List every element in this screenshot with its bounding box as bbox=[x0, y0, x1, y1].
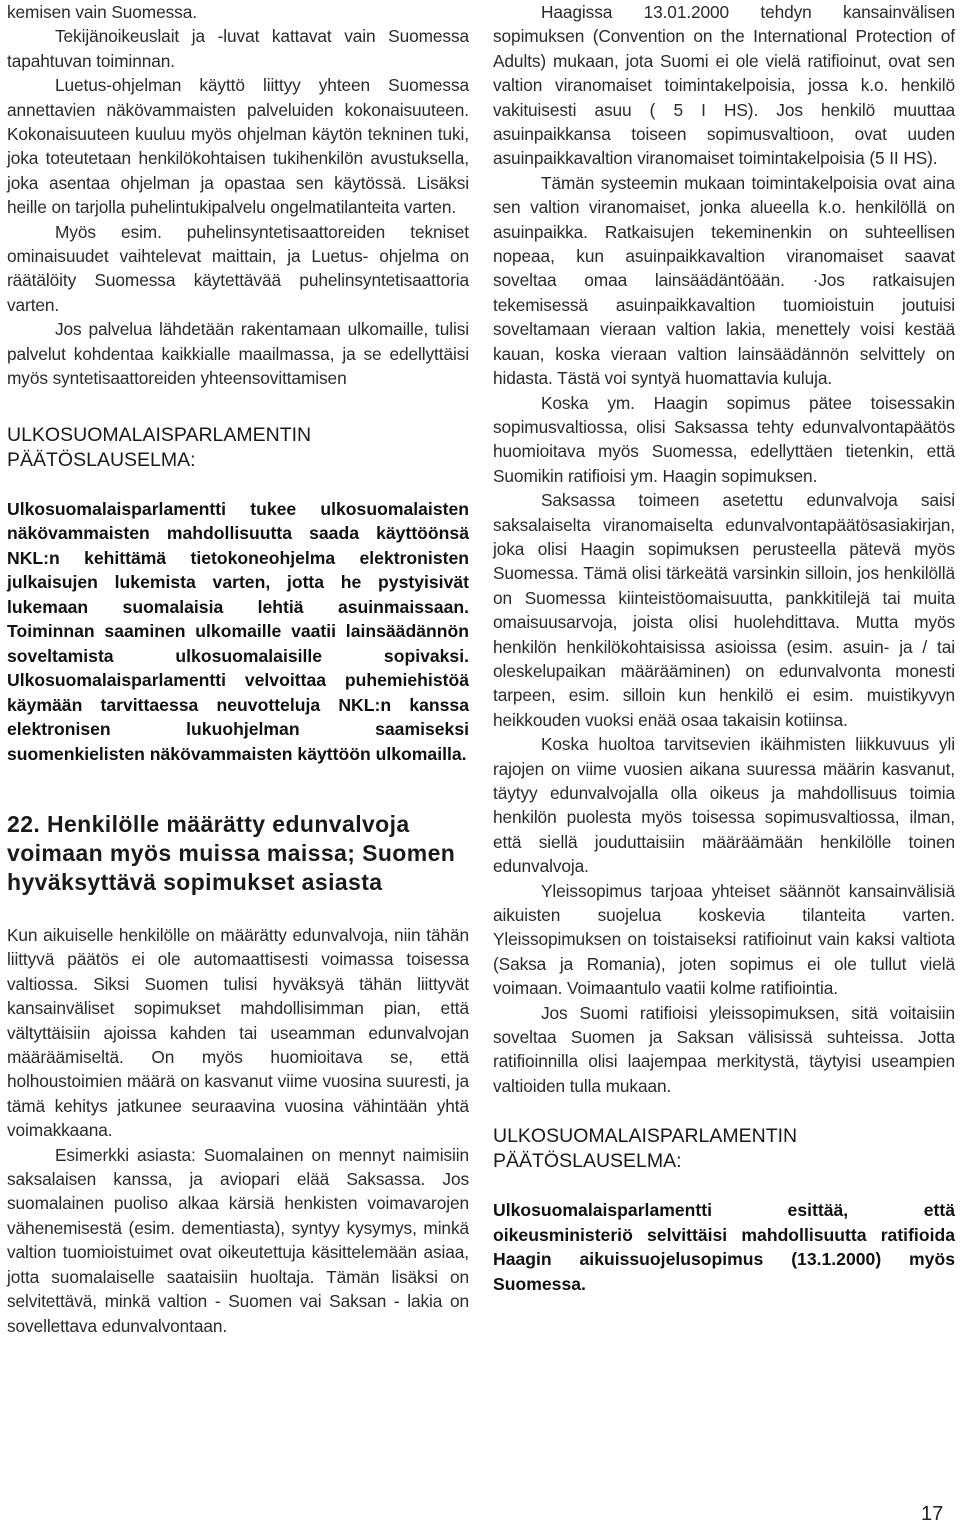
right-column bbox=[493, 0, 955, 1296]
paragraph: Tämän systeemin mukaan toimintakelpoisia ovat aina sen valtion viranomaiset, jonka alueella k.o. henkilöllä on asuinpaikka. Ratkaisujen tekeminenkin on suhteellisen nopeaa, kun asuinpaikkavaltion viranomaiset saavat soveltaa omaa lainsäädäntöään. ·Jos ratkaisujen tekemisessä asuinpaikkavaltion tuomioistuin joutuisi soveltamaan vieraan valtion lakia, menettely voisi kestää kauan, koska vieraan valtion lainsäädännön selvittely on hidasta. Tästä voi syntyä huomattavia kuluja. bbox=[493, 172, 955, 389]
paragraph: Kun aikuiselle henkilölle on määrätty edunvalvoja, niin tähän liittyvä päätös ei ole automaattisesti voimassa toisessa valtiossa. Siksi Suomen tulisi hyväksyä tähän liittyvät kansainväliset sopimukset mahdollisimman pian, että vältyttäisiin ajoissa kahden tai useamman edunvalvojan määräämiseltä. On myös huomioitava se, että holhoustoimien määrä on kasvanut viime vuosina suuresti, ja tämä kehitys jatkunee seuraavina vuosina vähintään yhtä voimakkaana. bbox=[7, 925, 469, 1141]
resolution-heading: ULKOSUOMALAISPARLAMENTIN bbox=[493, 1125, 798, 1148]
paragraph: Myös esim. puhelinsyntetisaattoreiden tekniset ominaisuudet vaihtelevat maittain, ja Luetus- ohjelma on räätälöity Suomessa käytettävää puhelinsyntetisaattoria varten. bbox=[7, 221, 469, 315]
page-number: 17 bbox=[921, 1503, 944, 1525]
paragraph: Esimerkki asiasta: Suomalainen on mennyt naimisiin saksalaisen kanssa, ja aviopari elää Saksassa. Jos suomalainen puoliso alkaa kärsiä henkisten voimavarojen vähenemisestä (esim. dementiasta), syntyy kysymys, minkä valtion tuomioistuimet ovat oikeutettuja käsittelemään asiaa, jotta suomalaiselle saataisiin huoltaja. Tämän lisäksi on selvitettävä, minkä valtion - Suomen vai Saksan - lakia on sovellettava edunvalvontaan. bbox=[7, 1144, 469, 1336]
paragraph: Haagissa 13.01.2000 tehdyn kansainvälisen sopimuksen (Convention on the International Protection of Adults) mukaan, jota Suomi ei ole vielä ratifioinut, ovat sen valtion viranomaiset toimintakelpoisia, jossa k.o. henkilö vakituisesti asuu ( 5 I HS). Jos henkilö muuttaa asuinpaikkansa toiseen sopimusvaltioon, ovat uuden asuinpaikkavaltion viranomaiset toimintakelpoisia (5 II HS). bbox=[493, 2, 955, 169]
resolution-heading: PÄÄTÖSLAUSELMA: bbox=[493, 1150, 682, 1173]
resolution-text: Ulkosuomalaisparlamentti tukee ulkosuomalaisten näkövammaisten mahdollisuutta saada käyttöönsä NKL:n kehittämä tietokoneohjelma elektronisten julkaisujen lukemista varten, jotta he pystyisivät lukemaan suomalaisia lehtiä asuinmaissaan. Toiminnan saaminen ulkomaille vaatii lainsäädännön soveltamista ulkosuomalaisille sopivaksi. Ulkosuomalaisparlamentti velvoittaa puhemiehistöä käymään tarvittaessa neuvotteluja NKL:n kanssa elektronisen lukuohjelman saamiseksi suomenkielisten näkövammaisten käyttöön ulkomailla. bbox=[7, 498, 469, 764]
paragraph: Tekijänoikeuslait ja -luvat kattavat vain Suomessa tapahtuvan toiminnan. bbox=[7, 26, 469, 71]
resolution-heading: PÄÄTÖSLAUSELMA: bbox=[7, 448, 196, 471]
paragraph: Luetus-ohjelman käyttö liittyy yhteen Suomessa annettavien näkövammaisten palveluiden kokonaisuuteen. Kokonaisuuteen kuuluu myös ohjelman käytön tekninen tuki, joka toteutetaan henkilökohtaisen tukihenkilön avustuksella, joka asentaa ohjelman ja opastaa sen käytössä. Lisäksi heille on tarjolla puhelintukipalvelu ongelmatilanteita varten. bbox=[7, 75, 469, 218]
resolution-heading: ULKOSUOMALAISPARLAMENTIN bbox=[7, 423, 312, 446]
section-heading: 22. Henkilölle määrätty edunvalvoja voimaan myös muissa maissa; Suomen hyväksyttävä sopimukset asiasta bbox=[7, 811, 456, 895]
paragraph: Jos Suomi ratifioisi yleissopimuksen, sitä voitaisiin soveltaa Suomen ja Saksan välisissä suhteissa. Jotta ratifioinnilla olisi laajempaa merkitystä, täytyisi useampien valtioiden tulla mukaan. bbox=[493, 1002, 955, 1096]
left-column bbox=[7, 0, 469, 1338]
paragraph: Jos palvelua lähdetään rakentamaan ulkomaille, tulisi palvelut kohdentaa kaikkialle maailmassa, ja se edellyttäisi myös syntetisaattoreiden yhteensovittamisen bbox=[7, 319, 469, 389]
paragraph: Saksassa toimeen asetettu edunvalvoja saisi saksalaiselta viranomaiselta edunvalvontapäätösasiakirjan, joka olisi Haagin sopimuksen perusteella pätevä myös Suomessa. Tämä olisi tärkeätä varsinkin silloin, jos henkilöllä on Suomessa kiinteistöomaisuutta, pankkitilejä tai muita omaisuusarvoja, joista olisi huolehdittava. Mutta myös henkilön henkilökohtaisissa asioissa (esim. asuin- ja / tai oleskelupaikan määrääminen) on edunvalvonta monesti tarpeen, esim. silloin kun henkilö ei esim. muistikyvyn heikkouden vuoksi enää osaa takaisin kotiinsa. bbox=[493, 490, 955, 730]
paragraph: Koska huoltoa tarvitsevien ikäihmisten liikkuvuus yli rajojen on viime vuosien aikana suuressa määrin kasvanut, täytyy edunvalvojalla olla oikeus ja mahdollisuus toimia henkilön puolesta myös toisessa sopimusvaltiossa, ilman, että siellä jouduttaisiin määräämään henkilölle toinen edunvalvoja. bbox=[493, 734, 955, 877]
paragraph: Koska ym. Haagin sopimus pätee toisessakin sopimusvaltiossa, olisi Saksassa tehty edunvalvontapäätös huomioitava myös Suomessa, edellyttäen tietenkin, että Suomikin ratifioisi ym. Haagin sopimuksen. bbox=[493, 392, 955, 486]
paragraph: Yleissopimus tarjoaa yhteiset säännöt kansainvälisiä aikuisten suojelua koskevia tilanteita varten. Yleissopimuksen on toistaiseksi ratifioinut vain kaksi valtiota (Saksa ja Romania), joten sopimus ei ole tullut vielä voimaan. Voimaantulo vaatii kolme ratifiointia. bbox=[493, 880, 955, 999]
resolution-text: Ulkosuomalaisparlamentti esittää, että oikeusministeriö selvittäisi mahdollisuutta ratifioida Haagin aikuissuojelusopimus (13.1.2000) myös Suomessa. bbox=[493, 1200, 955, 1294]
paragraph: kemisen vain Suomessa. bbox=[7, 2, 197, 22]
